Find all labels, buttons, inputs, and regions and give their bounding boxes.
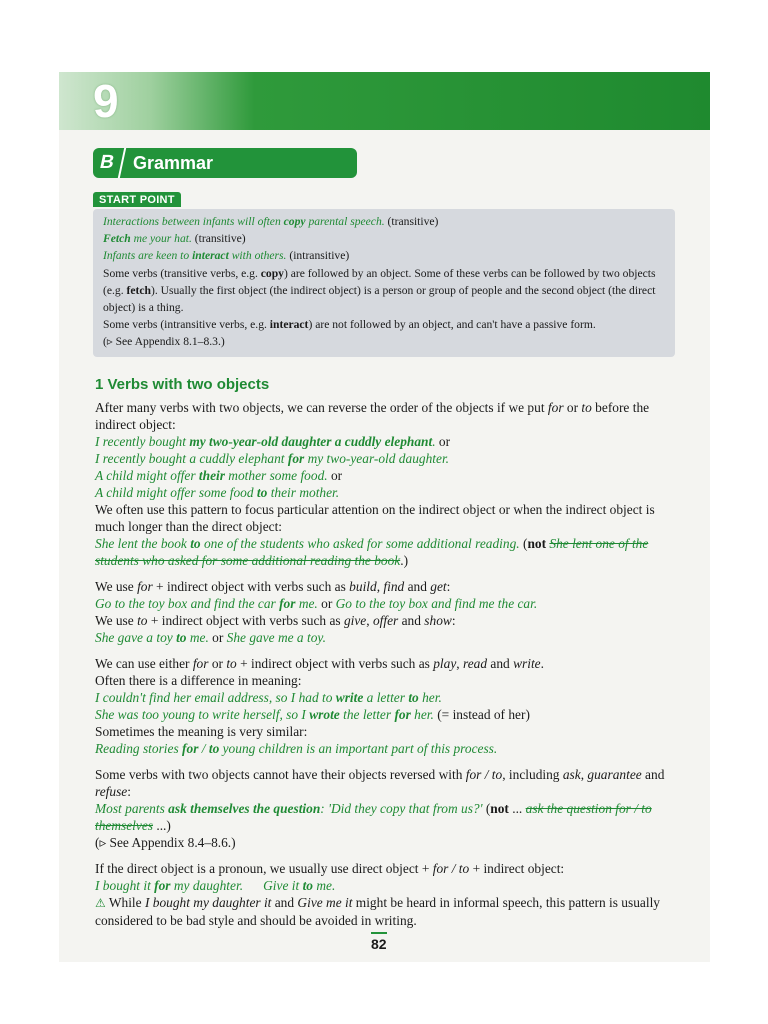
example: She gave a toy to me. or She gave me a toy. [95,630,326,645]
start-point-explanation-1: Some verbs (transitive verbs, e.g. copy) are followed by an object. Some of these verbs can be followed by two objects (e.g. fetch). Usually the first object (the indirect object) is a person or group of people and the second object (the direct object) is a thing. [103,266,656,315]
start-point-explanation-2: Some verbs (intransitive verbs, e.g. interact) are not followed by an object, and can't have a passive form. [103,318,596,332]
unit-banner [59,72,710,130]
example: Most parents ask themselves the question: 'Did they copy that from us?' (not ... ask the question for / to themselves ...) [95,801,652,833]
paragraph: Some verbs with two objects cannot have their objects reversed with for / to, including ask, guarantee and refuse: [95,767,665,799]
example: She lent the book to one of the students who asked for some additional reading. (not She lent one of the students who asked for some additional reading the book.) [95,536,649,568]
paragraph: ⚠ While I bought my daughter it and Give me it might be heard in informal speech, this pattern is usually considered to be bad style and should be avoided in writing. [95,895,660,928]
example: I couldn't find her email address, so I had to write a letter to her. [95,690,442,705]
unit-number: 9 [93,75,119,127]
start-point-label: START POINT [93,192,181,207]
page [59,72,710,962]
start-point-example-1: Interactions between infants will often copy parental speech. (transitive) [103,215,439,228]
start-point-example-2: Fetch me your hat. (transitive) [103,232,246,246]
main-content [95,399,675,929]
paragraph: We use to + indirect object with verbs such as give, offer and show: [95,613,456,628]
example: She was too young to write herself, so I wrote the letter for her. (= instead of her) [95,707,530,722]
paragraph: After many verbs with two objects, we can reverse the order of the objects if we put for or to before the indirect object: [95,400,650,432]
section-header [93,148,357,178]
appendix-reference: (▹ See Appendix 8.4–8.6.) [95,835,236,850]
paragraph: If the direct object is a pronoun, we usually use direct object + for / to + indirect object: [95,861,565,876]
example: Go to the toy box and find the car for me. or Go to the toy box and find me the car. [95,596,538,611]
paragraph: We can use either for or to + indirect object with verbs such as play, read and write. [95,656,544,671]
section-title: Grammar [133,152,214,173]
example: A child might offer some food to their mother. [95,485,340,500]
paragraph: We often use this pattern to focus particular attention on the indirect object or when the indirect object is much longer than the direct object: [95,502,655,534]
start-point-example-3: Infants are keen to interact with others. (intransitive) [103,249,350,263]
example: I recently bought a cuddly elephant for my two-year-old daughter. [95,451,450,466]
warning-icon: ⚠ [95,896,106,910]
paragraph: Often there is a difference in meaning: [95,673,302,688]
appendix-reference: (▹ See Appendix 8.1–8.3.) [103,335,225,349]
paragraph: We use for + indirect object with verbs such as build, find and get: [95,579,451,594]
paragraph: Sometimes the meaning is very similar: [95,724,308,739]
example: A child might offer their mother some food. or [95,468,343,483]
section-letter: B [90,148,126,178]
start-point-box [93,209,675,357]
example: I recently bought my two-year-old daughter a cuddly elephant. or [95,434,451,449]
page-number: 82 [371,932,387,952]
example: I bought it for my daughter. Give it to me. [95,878,336,893]
section-heading: 1 Verbs with two objects [95,376,270,393]
example: Reading stories for / to young children is an important part of this process. [95,741,498,756]
